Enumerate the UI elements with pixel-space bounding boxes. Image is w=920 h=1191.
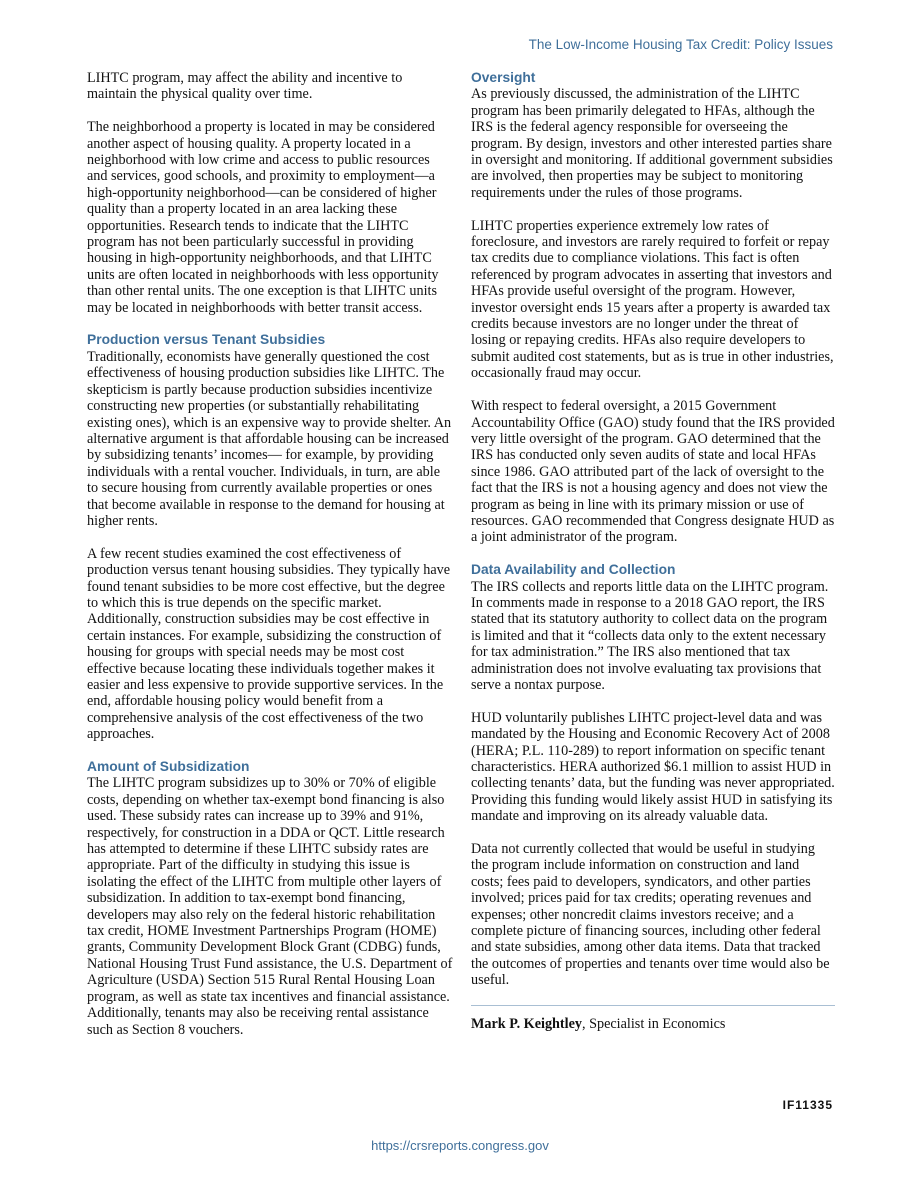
body-paragraph: LIHTC properties experience extremely low rates of foreclosure, and investors are rarely required to forfeit or repay tax credits due to compliance violations. This fact is often referenced by program advocates in asserting that investors and HFAs provide useful oversight of the program. However, investor oversight ends 15 years after a property is awarded tax credits because investors are no longer under the threat of losing or repaying credits. HFAs also require developers to submit audited cost statements, but as is true in other industries, occasionally fraud may occur. [471,217,834,382]
section-heading-oversight: Oversight [471,70,536,85]
footer-url-link[interactable]: https://crsreports.congress.gov [371,1138,549,1153]
body-paragraph: LIHTC program, may affect the ability and incentive to maintain the physical quality over time. [87,70,403,103]
body-paragraph: With respect to federal oversight, a 2015 Government Accountability Office (GAO) study found that the IRS provided very little oversight of the program. GAO determined that the IRS has conducted only seven audits of state and local HFAs since 1986. GAO attributed part of the lack of oversight to the fact that the IRS is not a housing agency and does not view the program as being in line with its primary mission or use of resources. GAO recommended that Congress designate HUD as a joint administrator of the program. [471,398,835,546]
section-heading-production: Production versus Tenant Subsidies [87,332,326,348]
left-column [87,70,453,1054]
author-name: Mark P. Keightley [471,1016,582,1033]
author-line [471,1016,835,1032]
body-paragraph: A few recent studies examined the cost effectiveness of production versus tenant housing subsidies. They typically have found tenant subsidies to be more cost effective, but the degree to which this is true depends on the specific market. Additionally, construction subsidies may be cost effective in certain instances. For example, subsidizing the construction of housing for groups with special needs may be most cost effective because locating these individuals together makes it easier and less expensive to provide supportive services. In the end, affordable housing policy would benefit from a comprehensive analysis of the cost effectiveness of the two approaches. [87,545,451,743]
author-divider [471,1005,835,1006]
author-title: , Specialist in Economics [582,1016,726,1033]
right-column [471,70,835,1049]
section-heading-data-availability: Data Availability and Collection [471,562,676,578]
body-paragraph: Data not currently collected that would be useful in studying the program include information on construction and land costs; fees paid to developers, syndicators, and other parties involved; prices paid for tax credits; operating revenues and expenses; other noncredit claims investors receive; and a complete picture of financing sources, including other federal and state subsidies, among other data items. Data that tracked the outcomes of properties and tenants over time would also be useful. [471,841,830,989]
report-id: IF11335 [782,1098,833,1112]
section-heading-subsidization: Amount of Subsidization [87,759,250,774]
body-paragraph: The neighborhood a property is located in may be considered another aspect of housing quality. A property located in a neighborhood with low crime and access to public resources and services, good schools, and proximity to employment—a high-opportunity neighborhood—can be considered of higher quality than a property located in an area lacking these opportunities. Research tends to indicate that the LIHTC program has not been particularly successful in providing housing in high-opportunity neighborhoods, and that LIHTC units are often located in neighborhoods with less opportunity than other rental units. The one exception is that LIHTC units may be located in neighborhoods with better transit access. [87,119,439,316]
running-header-title: The Low-Income Housing Tax Credit: Policy Issues [528,37,833,52]
body-paragraph: As previously discussed, the administration of the LIHTC program has been primarily delegated to HFAs, although the IRS is the federal agency responsible for overseeing the program. By design, investors and other interested parties share in oversight and monitoring. If additional government subsidies are involved, then properties may be subject to monitoring requirements under the rules of those programs. [471,86,833,201]
body-paragraph: The LIHTC program subsidizes up to 30% or 70% of eligible costs, depending on whether tax-exempt bond financing is also used. These subsidy rates can increase up to 39% and 91%, respectively, for construction in a DDA or QCT. Little research has attempted to determine if these LIHTC subsidy rates are appropriate. Part of the difficulty in studying this issue is isolating the effect of the LIHTC from multiple other layers of subsidization. In addition to tax-exempt bond financing, developers may also rely on the federal historic rehabilitation tax credit, HOME Investment Partnerships Program (HOME) grants, Community Development Block Grant (CDBG) funds, National Housing Trust Fund assistance, the U.S. Department of Agriculture (USDA) Section 515 Rural Rental Housing Loan program, as well as state tax incentives and financial assistance. Additionally, tenants may also be receiving rental assistance such as Section 8 vouchers. [87,775,453,1038]
body-paragraph: The IRS collects and reports little data on the LIHTC program. In comments made in response to a 2018 GAO report, the IRS stated that its statutory authority to collect data on the program is limited and that it “collects data only to the extent necessary for tax administration.” The IRS also mentioned that tax administration does not involve evaluating tax provisions that serve a nontax purpose. [471,578,829,693]
body-paragraph: Traditionally, economists have generally questioned the cost effectiveness of housing production subsidies like LIHTC. The skepticism is partly because production subsidies incentivize constructing new properties (or substantially rehabilitating existing ones), which is an expensive way to provide shelter. An alternative argument is that affordable housing can be increased by subsidizing tenants’ incomes— for example, by providing individuals with a rental voucher. Individuals, in turn, are able to secure housing from currently available properties or ones that become available in response to the demand for housing at higher rents. [87,348,452,529]
body-paragraph: HUD voluntarily publishes LIHTC project-level data and was mandated by the Housing and Economic Recovery Act of 2008 (HERA; P.L. 110-289) to report information on specific tenant characteristics. HERA authorized $6.1 million to assist HUD in collecting tenants’ data, but the funding was never appropriated. Providing this funding would likely assist HUD in satisfying its mandate and improving on its already valuable data. [471,709,835,825]
